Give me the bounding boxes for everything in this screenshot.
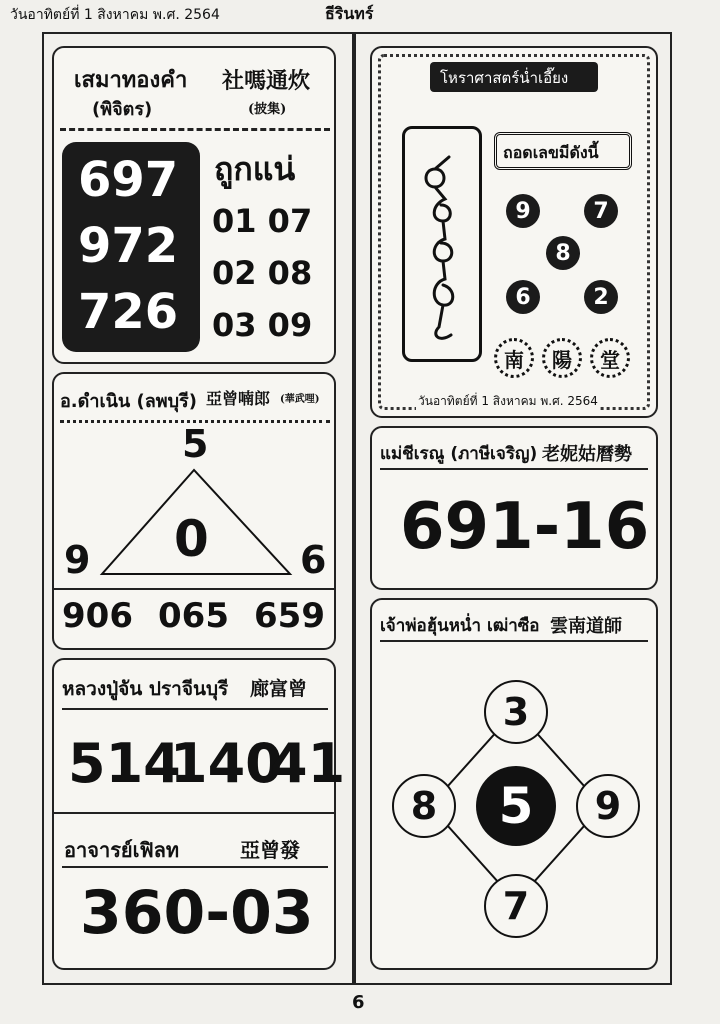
- panel1-title: เสมาทองคำ: [74, 68, 188, 93]
- panel6-number: 691-16: [400, 490, 650, 564]
- panel5-date: วันอาทิตย์ที่ 1 สิงหาคม พ.ศ. 2564: [416, 392, 600, 411]
- panel-damnoen: [52, 372, 336, 650]
- panel-horasat: [370, 46, 658, 418]
- title-underline: [62, 708, 328, 710]
- diamond-bottom: 7: [484, 874, 548, 938]
- number-circle: 2: [584, 280, 618, 314]
- stamp-char: 堂: [590, 338, 630, 378]
- panel4-chinese: 亞曾發: [240, 838, 300, 862]
- panel5-subtitle: ถอดเลขมีดังนี้: [503, 143, 599, 162]
- panel6-title: แม่ชีเรณู (ภาษีเจริญ): [380, 444, 538, 464]
- panel1-pair: 02 08: [212, 254, 313, 292]
- title-underline: [62, 866, 328, 868]
- panel3-number: 140: [170, 732, 283, 795]
- signature-drawing: [405, 129, 479, 359]
- panel5-subtitle-box: [494, 132, 632, 170]
- stamp-char: 南: [494, 338, 534, 378]
- diamond-top: 3: [484, 680, 548, 744]
- title-underline: [380, 468, 648, 470]
- panel7-title: เจ้าพ่อฮุ้นหน่ำ เฒ่าซือ: [380, 616, 540, 636]
- dashed-divider: [60, 128, 330, 131]
- triangle-left: 9: [64, 538, 91, 582]
- panel-luang-pu-jan: [52, 658, 346, 970]
- panel-sema-thong-kham: [52, 46, 336, 364]
- number-circle: 8: [546, 236, 580, 270]
- panel6-chinese: 老妮姑曆勢: [542, 444, 632, 465]
- diamond-center: 5: [476, 766, 556, 846]
- panel1-pair: 01 07: [212, 202, 313, 240]
- panel5-title-bar: [430, 62, 598, 92]
- panel3-number: 41: [270, 732, 346, 795]
- number-circle: 9: [506, 194, 540, 228]
- panel4-number: 360-03: [80, 878, 314, 948]
- panel-mae-chi: [370, 426, 658, 590]
- panel3-chinese: 廊富曾: [250, 678, 308, 700]
- number-circle: 7: [584, 194, 618, 228]
- divider-line: [54, 588, 334, 590]
- triangle-right: 6: [300, 538, 327, 582]
- header-date: วันอาทิตย์ที่ 1 สิงหาคม พ.ศ. 2564: [10, 7, 220, 23]
- panel1-label: ถูกแน่: [214, 150, 296, 188]
- triangle-center: 0: [174, 510, 209, 568]
- panel3-number: 514: [68, 732, 181, 795]
- panel2-chinese: 亞曾喃郎: [206, 389, 271, 408]
- panel2-number: 906: [62, 596, 133, 636]
- panel2-number: 659: [254, 596, 325, 636]
- panel1-number: 726: [78, 284, 179, 340]
- number-block: [62, 142, 200, 352]
- panel-chao-pho: [370, 598, 658, 970]
- panel-separator: [54, 812, 334, 814]
- signature-box: [402, 126, 482, 362]
- panel2-title: อ.ดำเนิน (ลพบุรี): [60, 391, 197, 412]
- panel5-title: โหราศาสตร์น่ำเอี๊ยง: [440, 69, 569, 87]
- stamp-char: 陽: [542, 338, 582, 378]
- diamond-left: 8: [392, 774, 456, 838]
- panel1-pair: 03 09: [212, 306, 313, 344]
- triangle-top: 5: [182, 422, 209, 466]
- panel1-chinese: 社嗎通炊: [222, 68, 311, 94]
- panel1-number: 972: [78, 218, 179, 274]
- page-number: 6: [352, 992, 365, 1013]
- panel2-number: 065: [158, 596, 229, 636]
- panel4-title: อาจารย์เฟิลท: [64, 838, 180, 862]
- panel1-chinese-sub: (披集): [248, 102, 287, 117]
- panel3-title: หลวงปู่จัน ปราจีนบุรี: [62, 678, 229, 700]
- number-circle: 6: [506, 280, 540, 314]
- panel1-number: 697: [78, 152, 179, 208]
- panel2-chinese-sub: (華武哩): [280, 394, 320, 405]
- diamond-right: 9: [576, 774, 640, 838]
- header-logo: ธีรินทร์: [325, 4, 374, 23]
- panel1-subtitle: (พิจิตร): [92, 99, 153, 120]
- center-divider: [352, 32, 356, 985]
- panel7-chinese: 雲南道師: [550, 616, 622, 637]
